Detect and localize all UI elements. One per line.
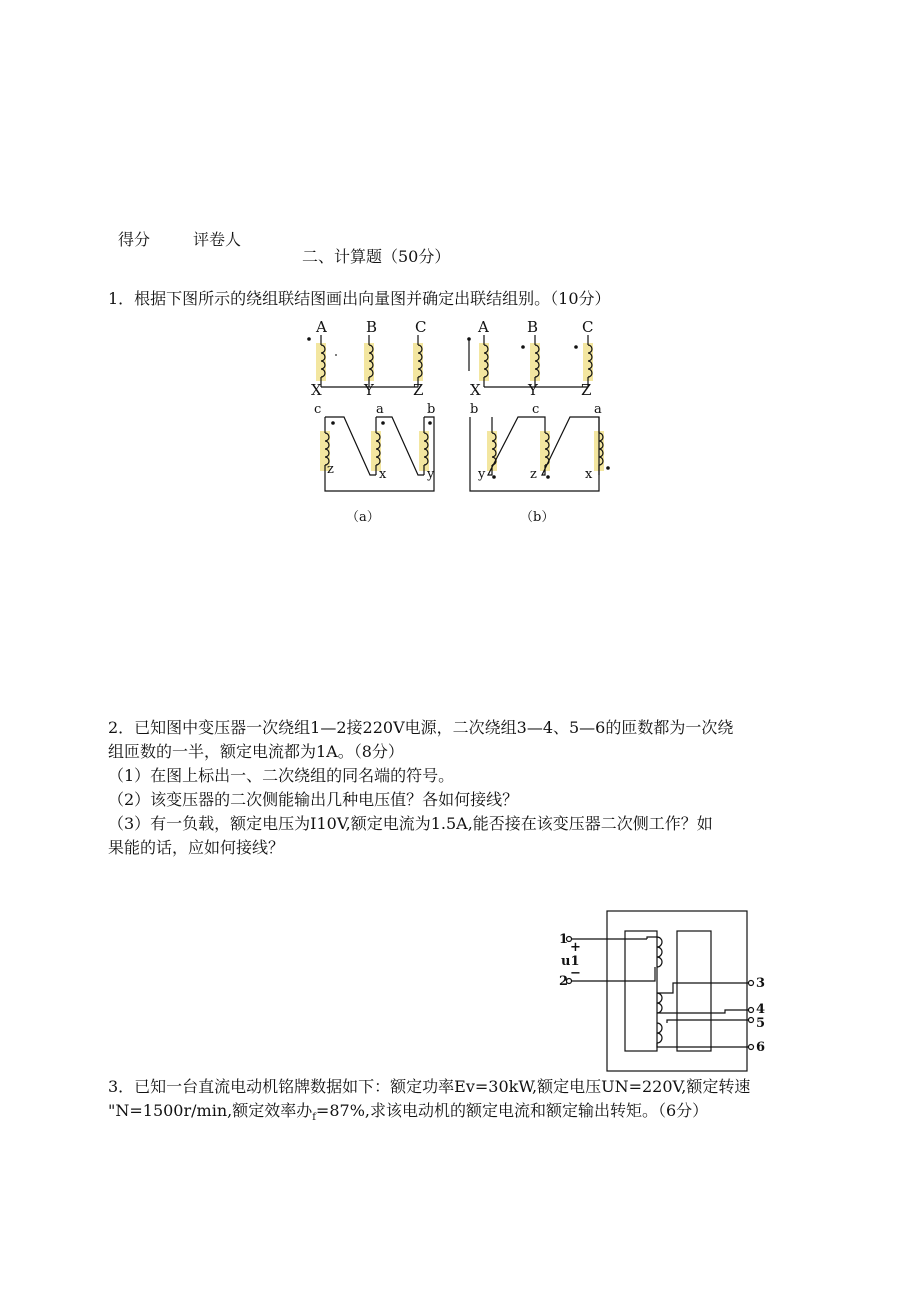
terminal-2-label: 2 [559,974,569,989]
u1-label: u1 [561,954,580,969]
fig-a-label-a: a [376,402,384,417]
figure-b [458,315,618,530]
fig-a-label-b: b [427,402,436,417]
minus-sign: − [570,966,581,981]
fig-b-label-z: z [530,467,537,482]
fig-b-label-y: y [478,467,486,482]
q3-line-2-sub: f [312,1112,316,1124]
q3-line-1: 3．已知一台直流电动机铭牌数据如下：额定功率Ev=30kW,额定电压UN=220V,额定转速 [108,1077,751,1096]
q3-line-2 [108,1099,818,1130]
fig-b-label-a: a [594,402,602,417]
terminal-1-label: 1 [559,932,569,947]
fig-a-label-C: C [415,318,427,336]
fig-a-label-Y: Y [364,381,374,399]
q2-line-1: 2．已知图中变压器一次绕组1—2接220V电源，二次绕组3—4、5—6的匝数都为一次绕 [108,718,734,737]
section-title: 二、计算题（50分） [302,247,451,266]
fig-a-label-y: y [427,467,435,482]
fig-b-label-A: A [478,318,489,336]
q2-sub-1: （1）在图上标出一、二次绕组的同名端的符号。 [108,766,455,785]
fig-a-label-A: A [316,318,327,336]
fig-b-label-c: c [532,402,540,417]
polarity-dot-icon [307,337,311,341]
fig-a-label-c: c [314,402,322,417]
fig-b-label-Z: Z [581,381,592,399]
terminal-4-label: 4 [756,1002,766,1017]
q2-line-2: 组匝数的一半，额定电流都为1A。（8分） [108,742,404,761]
terminal-6-label: 6 [756,1040,766,1055]
fig-b-label-X: X [470,381,481,399]
plus-sign: + [570,940,581,955]
fig-a-label-x: x [379,467,387,482]
fig-a-label-Z: Z [413,381,424,399]
fig-b-label-C: C [582,318,594,336]
fig-b-caption: （b） [520,510,555,525]
grader-label: 评卷人 [193,230,242,249]
q3-block [108,1075,818,1130]
q2-sub-2: （2）该变压器的二次侧能输出几种电压值？各如何接线？ [108,790,519,809]
q3-line-2-b: =87%,求该电动机的额定电流和额定输出转矩。（6分） [315,1101,709,1120]
score-label: 得分 [118,230,151,249]
q1-text: 1．根据下图所示的绕组联结图画出向量图并确定出联结组别。（10分） [108,289,611,308]
fig-b-label-b: b [470,402,479,417]
fig-b-label-B: B [527,318,539,336]
fig-b-label-Y: Y [528,381,538,399]
q2-block [108,716,818,860]
fig-a-label-B: B [366,318,378,336]
fig-a-label-X: X [311,381,322,399]
fig-b-label-x: x [585,467,593,482]
terminal-3-label: 3 [756,976,766,991]
fig-a-label-z: z [327,462,334,477]
figure-a [300,315,460,530]
terminal-5-label: 5 [756,1016,766,1031]
fig-a-caption: （a） [346,510,380,525]
transformer-figure [555,905,775,1080]
q3-line-2-a: "N=1500r/min,额定效率办 [108,1101,313,1120]
q2-sub-3-line-1: （3）有一负载，额定电压为I10V,额定电流为1.5A,能否接在该变压器二次侧工作？如 [108,814,713,833]
q2-sub-3-line-2: 果能的话，应如何接线？ [108,838,285,857]
